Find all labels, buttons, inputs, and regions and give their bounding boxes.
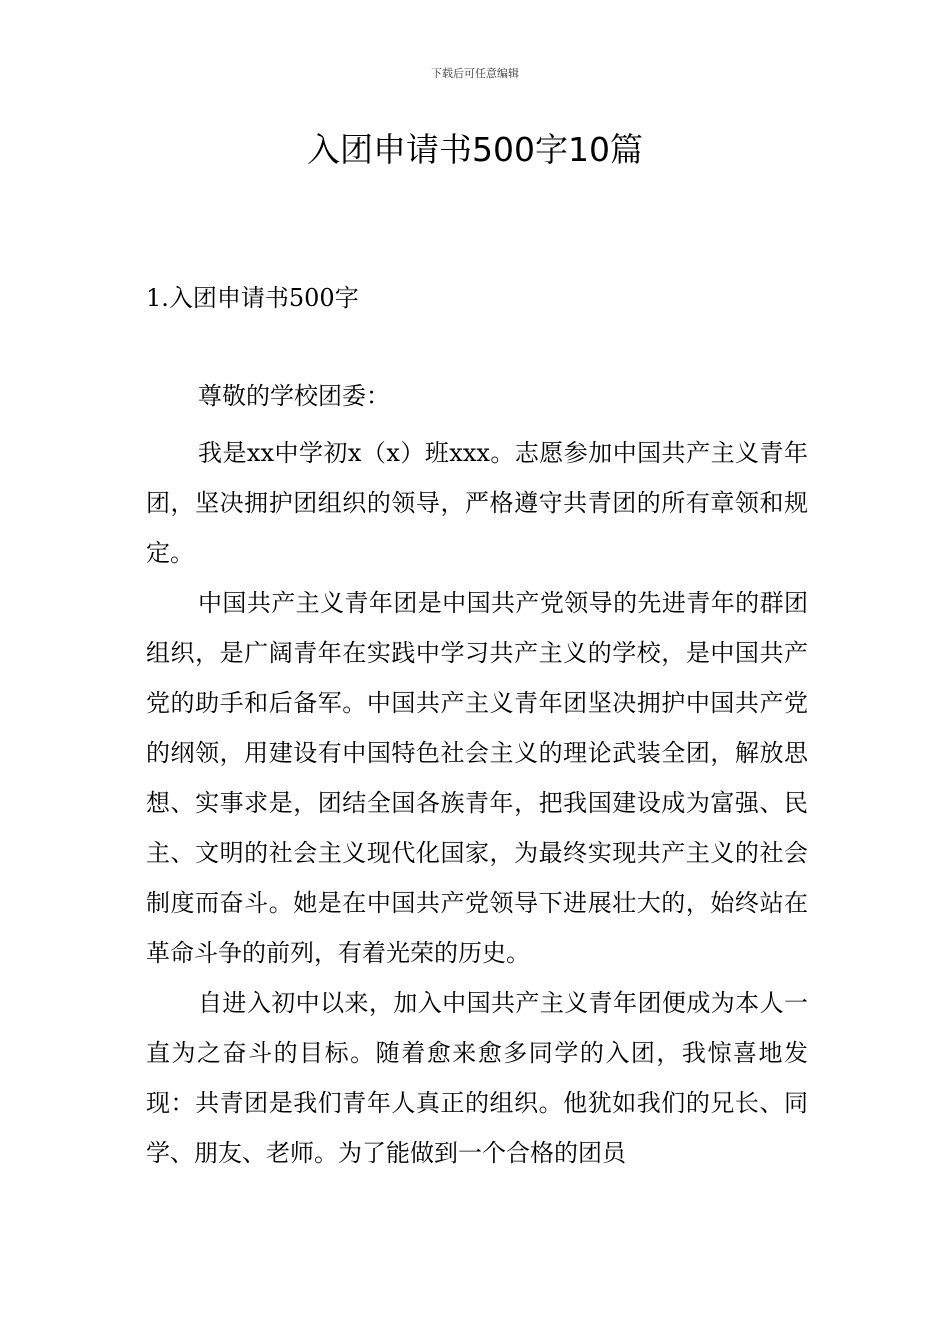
paragraph-3: 自进入初中以来，加入中国共产主义青年团便成为本人一直为之奋斗的目标。随着愈来愈多同学的入团，我惊喜地发现：共青团是我们青年人真正的组织。他犹如我们的兄长、同学、朋友、老师。为了能做到一个合格的团员 — [146, 989, 808, 1167]
document-title: 入团申请书500字10篇 — [307, 130, 643, 169]
header-note: 下载后可任意编辑 — [431, 67, 519, 80]
paragraph-1: 我是xx中学初x（x）班xxx。志愿参加中国共产主义青年团，坚决拥护团组织的领导，严格遵守共青团的所有章领和规定。 — [146, 439, 808, 567]
section-heading: 1.入团申请书500字 — [146, 284, 359, 312]
body-text — [146, 428, 808, 1178]
paragraph-2: 中国共产主义青年团是中国共产党领导的先进青年的群团组织，是广阔青年在实践中学习共产主义的学校，是中国共产党的助手和后备军。中国共产主义青年团坚决拥护中国共产党的纲领，用建设有中国特色社会主义的理论武装全团，解放思想、实事求是，团结全国各族青年，把我国建设成为富强、民主、文明的社会主义现代化国家，为最终实现共产主义的社会制度而奋斗。她是在中国共产党领导下进展壮大的，始终站在革命斗争的前列，有着光荣的历史。 — [146, 589, 808, 967]
salutation: 尊敬的学校团委： — [198, 382, 390, 410]
